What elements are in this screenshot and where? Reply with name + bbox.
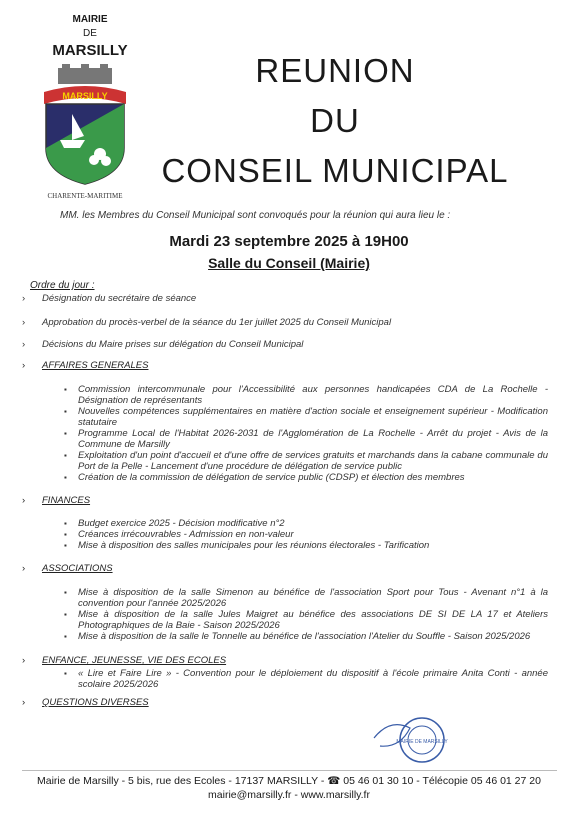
- list-item: ▪ Programme Local de l'Habitat 2026-2031 de l'Agglomération de La Rochelle - Arrêt du projet - Avis de la Commune de Marsilly: [68, 428, 548, 450]
- official-stamp: [370, 708, 450, 768]
- svg-text:MAIRIE DE MARSILLY: MAIRIE DE MARSILLY: [396, 739, 448, 745]
- agenda-item: › Désignation du secrétaire de séance: [22, 293, 197, 304]
- crest-crown: [58, 68, 112, 84]
- list-item: ▪ Création de la commission de délégation de service public (CDSP) et élection des membres: [68, 472, 548, 483]
- list-item: ▪ Commission intercommunale pour l'Accessibilité aux personnes handicapées CDA de La Rochelle - Désignation de représentants: [68, 384, 548, 406]
- town-crest-logo: [30, 62, 140, 202]
- list-item: ▪ Créances irrécouvrables - Admission en non-valeur: [68, 529, 548, 540]
- section-associations-list: [58, 587, 548, 642]
- list-item: ▪ Budget exercice 2025 - Décision modificative n°2: [68, 518, 548, 529]
- section-finances-list: [58, 518, 548, 551]
- footer-divider: [22, 770, 557, 771]
- crest-banner-text: MARSILLY: [62, 91, 108, 101]
- mairie-label: MAIRIE: [72, 14, 108, 25]
- intro-text: MM. les Membres du Conseil Municipal sont convoqués pour la réunion qui aura lieu le :: [60, 210, 451, 221]
- title-line-1: REUNION: [255, 52, 415, 89]
- list-item: ▪ « Lire et Faire Lire » - Convention pour le déploiement du dispositif à l'école primaire Anita Conti - année scolaire 2025/2026: [68, 668, 548, 690]
- list-item: ▪ Mise à disposition de la salle Simenon au bénéfice de l'association Sport pour Tous - Avenant n°1 à la convention pour l'année 2025/2026: [68, 587, 548, 609]
- town-name: MARSILLY: [52, 42, 128, 59]
- meeting-date: Mardi 23 septembre 2025 à 19H00: [169, 233, 409, 250]
- agenda-item: › Décisions du Maire prises sur délégation du Conseil Municipal: [22, 339, 304, 350]
- de-label: DE: [83, 28, 97, 39]
- list-item: ▪ Exploitation d'un point d'accueil et d'une offre de services gratuits et marchands dans la cabane communale du Port de la Pelle - Lancement d'une procédure de délégation de service public: [68, 450, 548, 472]
- section-enfance: › ENFANCE, JEUNESSE, VIE DES ECOLES: [22, 655, 227, 666]
- footer-contact: mairie@marsilly.fr - www.marsilly.fr: [208, 789, 370, 801]
- list-item: ▪ Mise à disposition de la salle Jules Maigret au bénéfice des associations DE SI DE LA 17 et Ateliers Photographiques de la Baie - Saison 2025/2026: [68, 609, 548, 631]
- section-finances: › FINANCES: [22, 495, 91, 506]
- section-enfance-list: [58, 668, 548, 690]
- section-affaires-generales: › AFFAIRES GENERALES: [22, 360, 149, 371]
- list-item: ▪ Mise à disposition de la salle le Tonnelle au bénéfice de l'association l'Atelier du Souffle - Saison 2025/2026: [68, 631, 548, 642]
- footer-address: Mairie de Marsilly - 5 bis, rue des Ecoles - 17137 MARSILLY - ☎ 05 46 01 30 10 - Télécopie 05 46 01 27 20: [37, 775, 541, 787]
- crest-caption: CHARENTE-MARITIME: [47, 192, 123, 200]
- meeting-location: Salle du Conseil (Mairie): [208, 255, 370, 271]
- agenda-heading: Ordre du jour :: [30, 280, 95, 291]
- section-affaires-list: [58, 384, 548, 483]
- title-line-3: CONSEIL MUNICIPAL: [161, 152, 509, 189]
- list-item: ▪ Nouvelles compétences supplémentaires en matière d'action sociale et enseignement supérieur - Modification statutaire: [68, 406, 548, 428]
- title-line-2: DU: [310, 102, 360, 139]
- section-questions-diverses: › QUESTIONS DIVERSES: [22, 697, 149, 708]
- section-associations: › ASSOCIATIONS: [22, 563, 113, 574]
- list-item: ▪ Mise à disposition des salles municipales pour les réunions électorales - Tarification: [68, 540, 548, 551]
- agenda-item: › Approbation du procès-verbel de la séance du 1er juillet 2025 du Conseil Municipal: [22, 317, 392, 328]
